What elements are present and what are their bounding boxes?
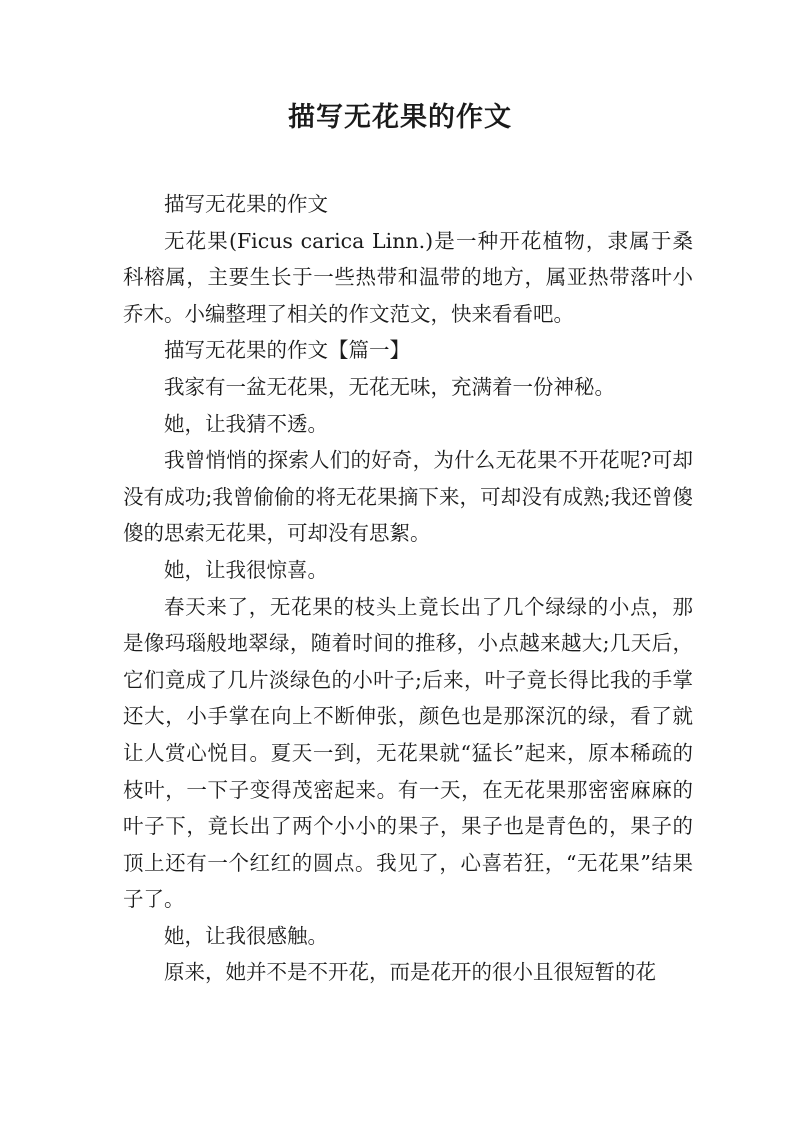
paragraph-intro: 无花果(Ficus carica Linn.)是一种开花植物，隶属于桑科榕属，主要生长于一些热带和温带的地方，属亚热带落叶小乔木。小编整理了相关的作文范文，快来看看吧。 <box>123 228 693 326</box>
paragraph-subtitle: 描写无花果的作文 <box>164 192 328 216</box>
paragraph: 春天来了，无花果的枝头上竟长出了几个绿绿的小点，那是像玛瑙般地翠绿，随着时间的推移，小点越来越大;几天后，它们竟成了几片淡绿色的小叶子;后来，叶子竟长得比我的手掌还大，小手掌在向上不断伸张，颜色也是那深沉的绿，看了就让人赏心悦目。夏天一到，无花果就“猛长”起来，原本稀疏的枝叶，一下子变得茂密起来。有一天，在无花果那密密麻麻的叶子下，竟长出了两个小小的果子，果子也是青色的，果子的顶上还有一个红红的圆点。我见了，心喜若狂，“无花果”结果子了。 <box>123 594 693 912</box>
paragraph-section-heading: 描写无花果的作文【篇一】 <box>164 338 410 363</box>
document-body <box>123 186 693 991</box>
paragraph: 她，让我很感触。 <box>164 923 328 948</box>
paragraph: 原来，她并不是不开花，而是花开的很小且很短暂的花 <box>164 960 656 985</box>
paragraph: 我曾悄悄的探索人们的好奇，为什么无花果不开花呢?可却没有成功;我曾偷偷的将无花果摘下来，可却没有成熟;我还曾傻傻的思索无花果，可却没有思絮。 <box>123 448 693 546</box>
paragraph: 她，让我猜不透。 <box>164 411 328 436</box>
document-title: 描写无花果的作文 <box>288 102 512 133</box>
paragraph: 她，让我很惊喜。 <box>164 557 328 582</box>
paragraph: 我家有一盆无花果，无花无味，充满着一份神秘。 <box>164 374 615 399</box>
